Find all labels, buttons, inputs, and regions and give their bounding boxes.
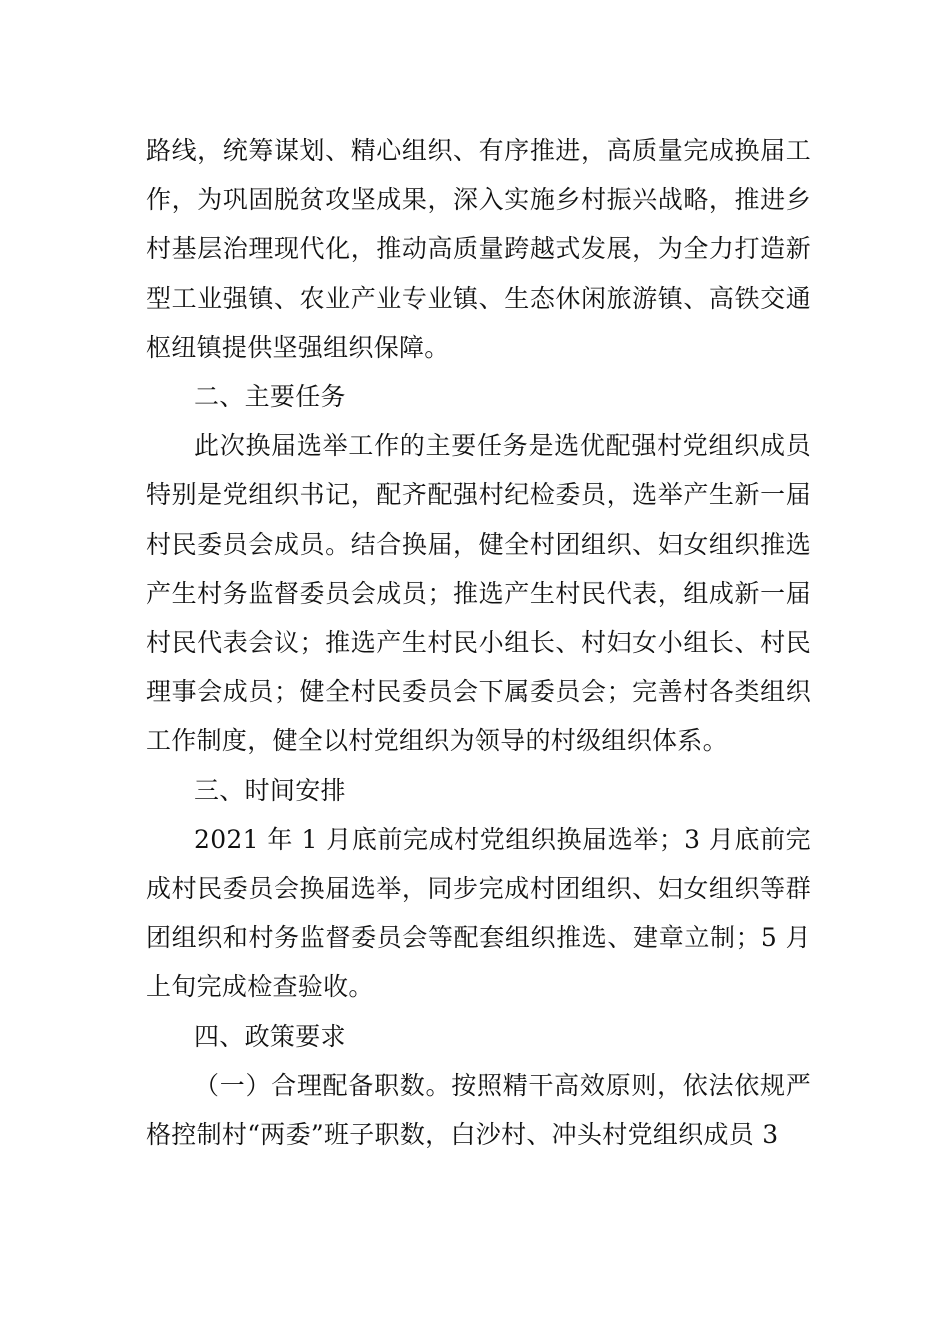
- paragraph-policy-1: （一）合理配备职数。按照精干高效原则，依法依规严格控制村“两委”班子职数，白沙村、冲头村党组织成员 3: [146, 1070, 811, 1150]
- section-heading-main-tasks: 二、主要任务: [194, 382, 346, 412]
- paragraph-schedule: 2021 年 1 月底前完成村党组织换届选举；3 月底前完成村民委员会换届选举，同步完成村团组织、妇女组织等群团组织和村务监督委员会等配套组织推选、建章立制；5 月上旬完成检查验收。: [146, 824, 811, 1002]
- paragraph-main-tasks: 此次换届选举工作的主要任务是选优配强村党组织成员特别是党组织书记，配齐配强村纪检委员，选举产生新一届村民委员会成员。结合换届，健全村团组织、妇女组织推选产生村务监督委员会成员；推选产生村民代表，组成新一届村民代表会议；推选产生村民小组长、村妇女小组长、村民理事会成员；健全村民委员会下属委员会；完善村各类组织工作制度，健全以村党组织为领导的村级组织体系。: [146, 431, 811, 756]
- section-heading-policy: 四、政策要求: [194, 1021, 346, 1051]
- document-body: [146, 126, 811, 1159]
- section-heading-schedule: 三、时间安排: [194, 775, 346, 805]
- paragraph-continuation: 路线，统筹谋划、精心组织、有序推进，高质量完成换届工作，为巩固脱贫攻坚成果，深入实施乡村振兴战略，推进乡村基层治理现代化，推动高质量跨越式发展，为全力打造新型工业强镇、农业产业专业镇、生态休闲旅游镇、高铁交通枢纽镇提供坚强组织保障。: [146, 136, 811, 362]
